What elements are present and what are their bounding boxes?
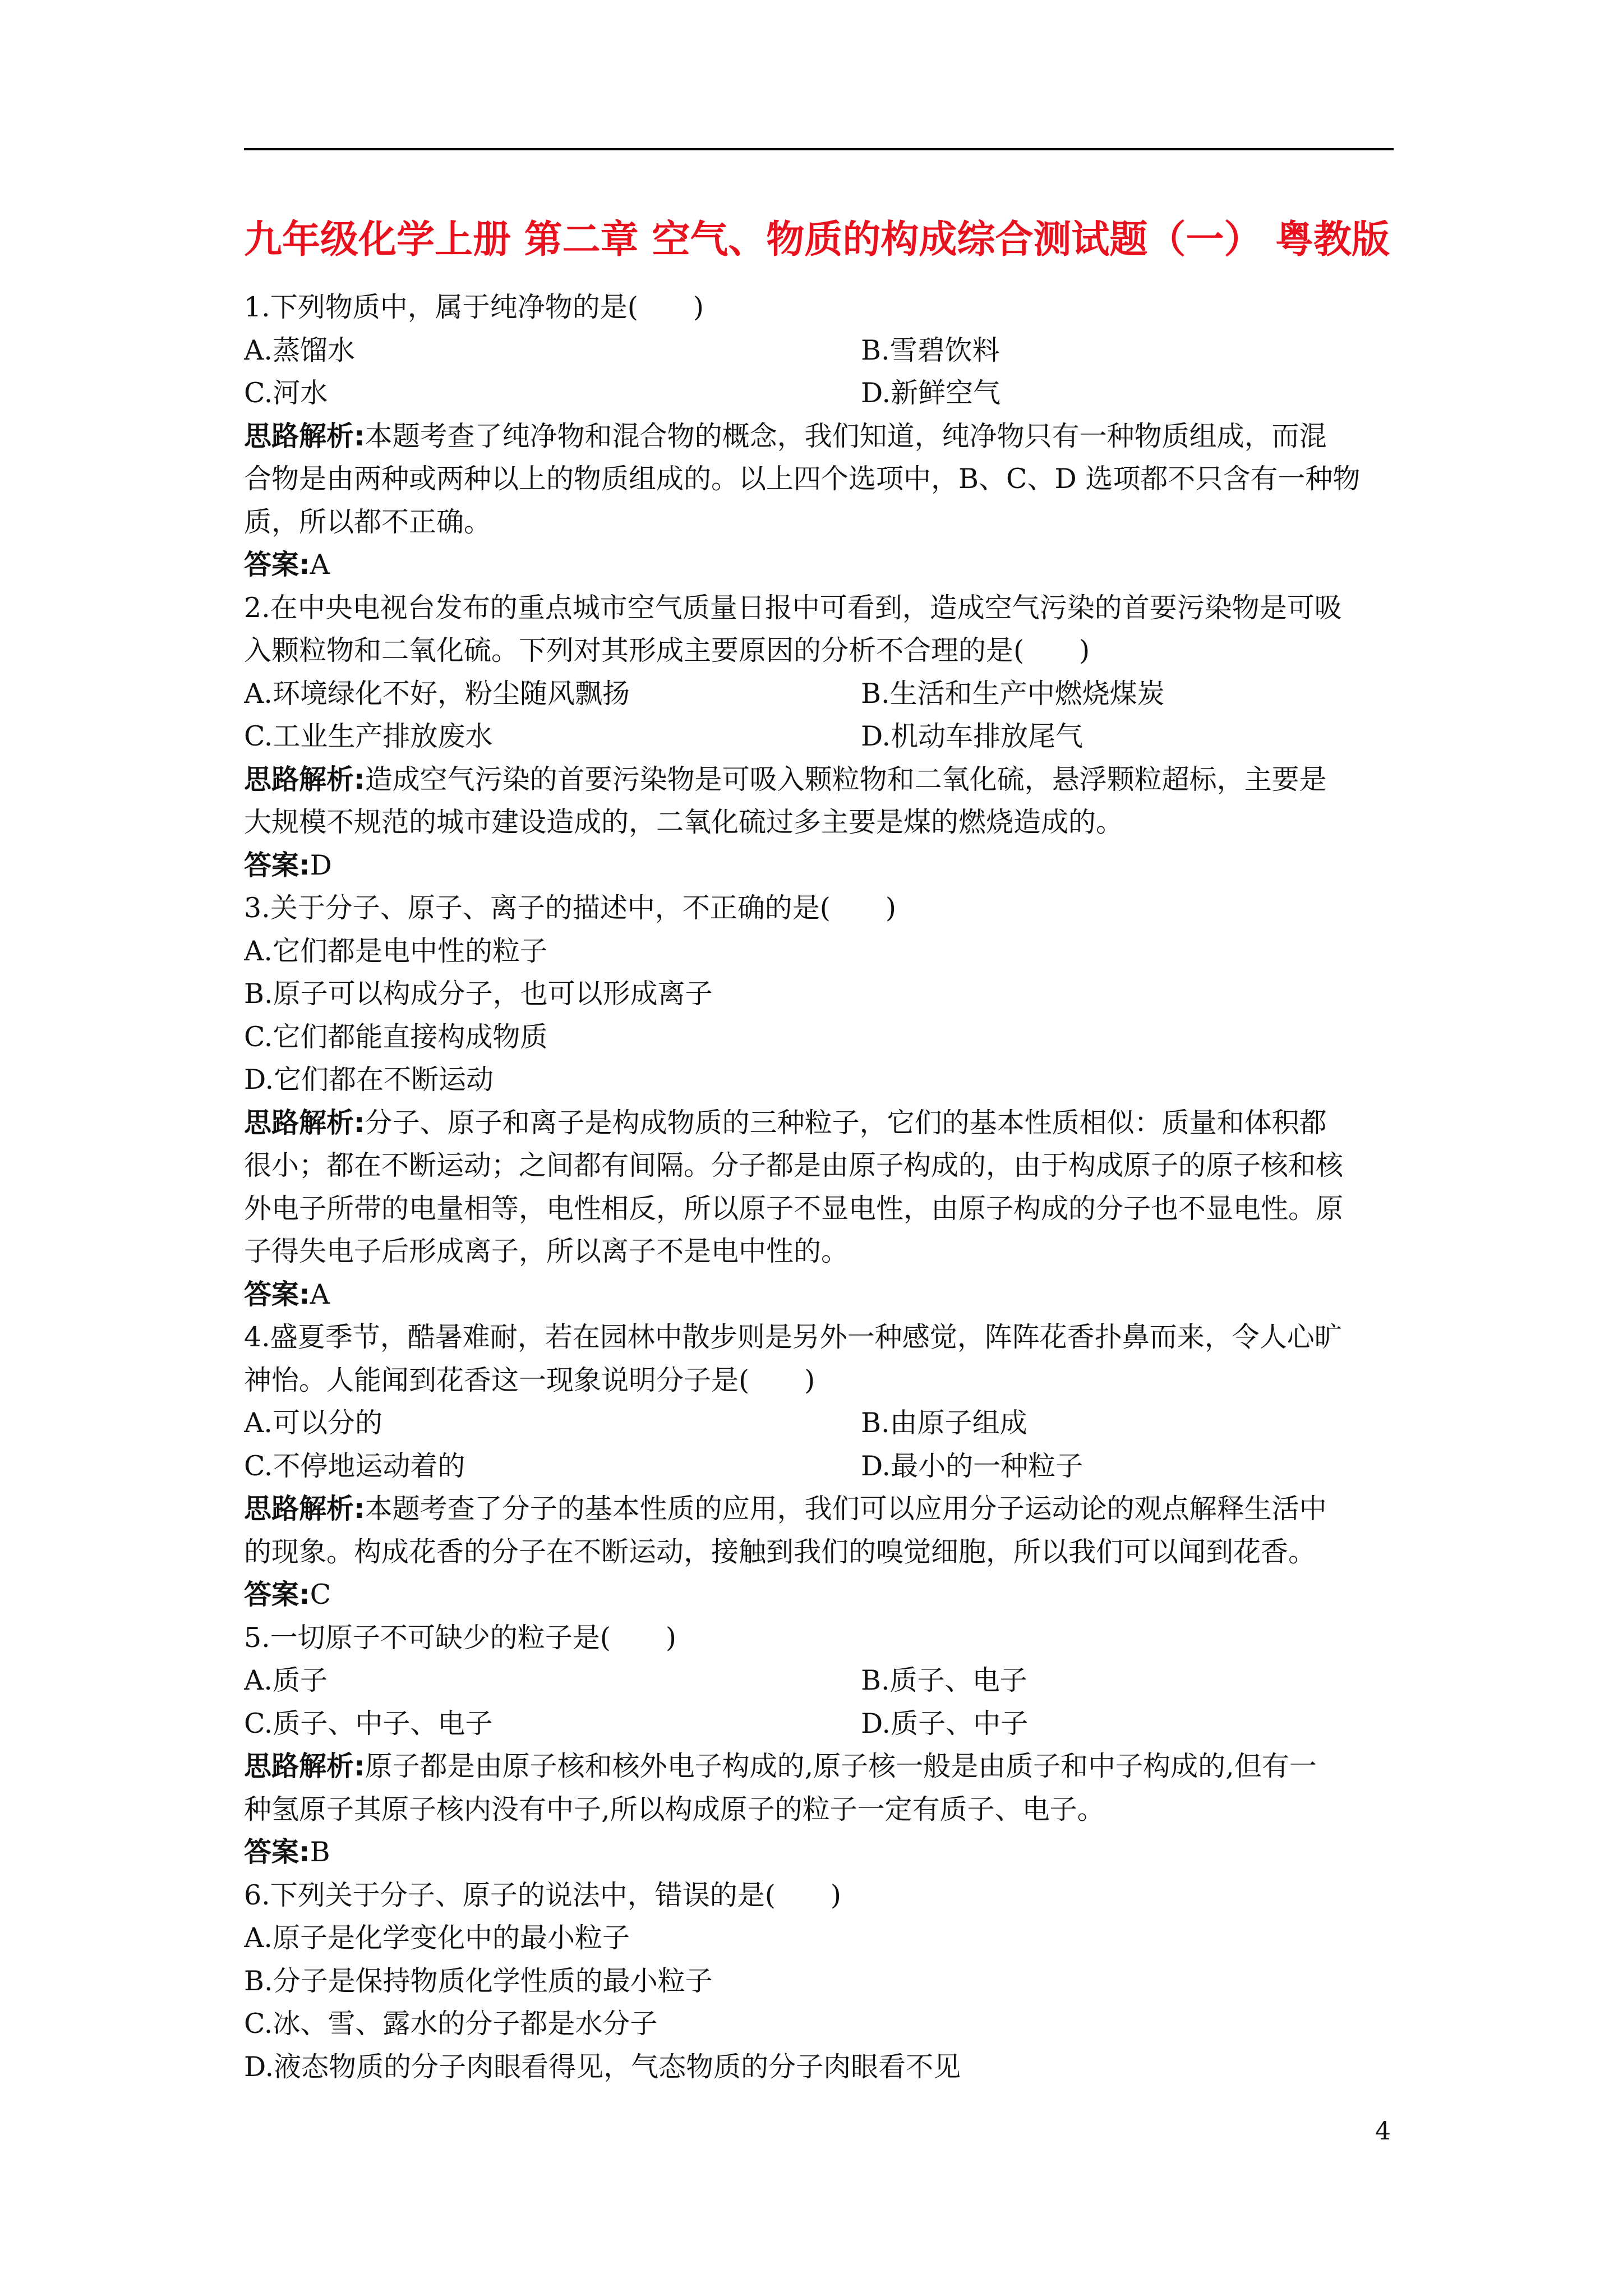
question-stem-line: 3.关于分子、原子、离子的描述中，不正确的是( ) <box>244 892 896 924</box>
option-A: A.原子是化学变化中的最小粒子 <box>244 1922 630 1954</box>
answer-label: 答案: <box>244 849 310 881</box>
analysis-text: 质，所以都不正确。 <box>244 505 492 538</box>
analysis-label: 思路解析: <box>244 420 365 452</box>
question-6 <box>244 1874 1399 2089</box>
analysis-text: 本题考查了纯净物和混合物的概念，我们知道，纯净物只有一种物质组成，而混 <box>365 420 1327 452</box>
option-C: C.冰、雪、露水的分子都是水分子 <box>244 2008 658 2040</box>
option-row <box>244 329 1399 372</box>
answer-value: A <box>310 1278 330 1310</box>
option-D: D.新鲜空气 <box>861 377 1001 409</box>
option-C: C.它们都能直接构成物质 <box>244 1020 548 1053</box>
answer-label: 答案: <box>244 1278 310 1310</box>
answer-label: 答案: <box>244 1836 310 1868</box>
option-A: A.它们都是电中性的粒子 <box>244 935 547 967</box>
analysis-line <box>244 1488 1399 1531</box>
question-stem-line: 5.一切原子不可缺少的粒子是( ) <box>244 1621 676 1654</box>
question-5 <box>244 1617 1399 1874</box>
option-A: A.蒸馏水 <box>244 334 355 366</box>
question-2 <box>244 587 1399 887</box>
question-stem-line: 2.在中央电视台发布的重点城市空气质量日报中可看到，造成空气污染的首要污染物是可吸 <box>244 591 1342 624</box>
analysis-line <box>244 1788 1399 1832</box>
analysis-text: 外电子所带的电量相等，电性相反，所以原子不显电性，由原子构成的分子也不显电性。原 <box>244 1192 1344 1225</box>
option-A: A.环境绿化不好，粉尘随风飘扬 <box>244 677 630 710</box>
question-3 <box>244 887 1399 1316</box>
option-row <box>244 715 1399 758</box>
option-C: C.质子、中子、电子 <box>244 1707 493 1740</box>
page-number: 4 <box>1375 2117 1391 2146</box>
analysis-text: 子得失电子后形成离子，所以离子不是电中性的。 <box>244 1235 849 1267</box>
header-rule <box>244 148 1394 150</box>
question-list <box>244 286 1399 2088</box>
option-row <box>244 372 1399 415</box>
analysis-text: 很小；都在不断运动；之间都有间隔。分子都是由原子构成的，由于构成原子的原子核和核 <box>244 1149 1344 1181</box>
page-title: 九年级化学上册 第二章 空气、物质的构成综合测试题（一） 粤教版 <box>244 218 1390 262</box>
analysis-text: 分子、原子和离子是构成物质的三种粒子，它们的基本性质相似：质量和体积都 <box>365 1106 1327 1139</box>
option-B: B.雪碧饮料 <box>861 334 1000 366</box>
question-stem-line: 入颗粒物和二氧化硫。下列对其形成主要原因的分析不合理的是( ) <box>244 634 1090 666</box>
analysis-line <box>244 1144 1399 1188</box>
question-stem-line: 4.盛夏季节，酷暑难耐，若在园林中散步则是另外一种感觉，阵阵花香扑鼻而来，令人心旷 <box>244 1321 1342 1353</box>
option-A: A.质子 <box>244 1664 328 1696</box>
analysis-text: 造成空气污染的首要污染物是可吸入颗粒物和二氧化硫，悬浮颗粒超标，主要是 <box>365 763 1327 795</box>
analysis-line <box>244 458 1399 501</box>
answer-value: D <box>310 849 332 881</box>
analysis-text: 合物是由两种或两种以上的物质组成的。以上四个选项中，B、C、D 选项都不只含有一种物 <box>244 463 1361 495</box>
option-B: B.由原子组成 <box>861 1407 1027 1439</box>
answer-value: B <box>310 1836 330 1868</box>
analysis-label: 思路解析: <box>244 763 365 795</box>
answer-line <box>244 1273 1399 1317</box>
analysis-line <box>244 1102 1399 1145</box>
answer-value: C <box>310 1579 331 1611</box>
option-D: D.它们都在不断运动 <box>244 1064 494 1096</box>
option-row <box>244 1659 1399 1703</box>
option-A: A.可以分的 <box>244 1407 382 1439</box>
option-D: D.机动车排放尾气 <box>861 720 1083 752</box>
analysis-line <box>244 1531 1399 1574</box>
analysis-text: 种氢原子其原子核内没有中子,所以构成原子的粒子一定有质子、电子。 <box>244 1793 1105 1825</box>
question-1 <box>244 286 1399 587</box>
question-stem-line: 6.下列关于分子、原子的说法中，错误的是( ) <box>244 1879 841 1911</box>
option-row <box>244 1703 1399 1746</box>
answer-line <box>244 1573 1399 1617</box>
option-C: C.河水 <box>244 377 328 409</box>
answer-label: 答案: <box>244 549 310 581</box>
analysis-line <box>244 501 1399 544</box>
question-stem-line: 1.下列物质中，属于纯净物的是( ) <box>244 291 704 323</box>
answer-label: 答案: <box>244 1579 310 1611</box>
option-B: B.质子、电子 <box>861 1664 1027 1696</box>
question-stem-line: 神怡。人能闻到花香这一现象说明分子是( ) <box>244 1364 815 1396</box>
option-C: C.不停地运动着的 <box>244 1450 465 1482</box>
analysis-text: 本题考查了分子的基本性质的应用，我们可以应用分子运动论的观点解释生活中 <box>365 1493 1327 1525</box>
option-D: D.质子、中子 <box>861 1707 1029 1740</box>
answer-line <box>244 844 1399 887</box>
option-row <box>244 1445 1399 1488</box>
answer-line <box>244 544 1399 587</box>
answer-line <box>244 1831 1399 1874</box>
analysis-label: 思路解析: <box>244 1106 365 1139</box>
option-B: B.生活和生产中燃烧煤炭 <box>861 677 1165 710</box>
analysis-line <box>244 1745 1399 1788</box>
option-B: B.原子可以构成分子，也可以形成离子 <box>244 978 713 1010</box>
question-4 <box>244 1316 1399 1617</box>
option-row <box>244 1402 1399 1445</box>
option-D: D.最小的一种粒子 <box>861 1450 1083 1482</box>
option-row <box>244 673 1399 716</box>
option-D: D.液态物质的分子肉眼看得见，气态物质的分子肉眼看不见 <box>244 2050 961 2083</box>
analysis-text: 原子都是由原子核和核外电子构成的,原子核一般是由质子和中子构成的,但有一 <box>365 1750 1317 1782</box>
answer-value: A <box>310 549 330 581</box>
analysis-line <box>244 758 1399 802</box>
option-B: B.分子是保持物质化学性质的最小粒子 <box>244 1964 713 1997</box>
analysis-line <box>244 415 1399 458</box>
option-C: C.工业生产排放废水 <box>244 720 493 752</box>
analysis-line <box>244 1230 1399 1273</box>
analysis-line <box>244 1188 1399 1231</box>
analysis-label: 思路解析: <box>244 1493 365 1525</box>
analysis-line <box>244 801 1399 844</box>
analysis-text: 大规模不规范的城市建设造成的，二氧化硫过多主要是煤的燃烧造成的。 <box>244 806 1124 838</box>
analysis-label: 思路解析: <box>244 1750 365 1782</box>
analysis-text: 的现象。构成花香的分子在不断运动，接触到我们的嗅觉细胞，所以我们可以闻到花香。 <box>244 1535 1316 1568</box>
